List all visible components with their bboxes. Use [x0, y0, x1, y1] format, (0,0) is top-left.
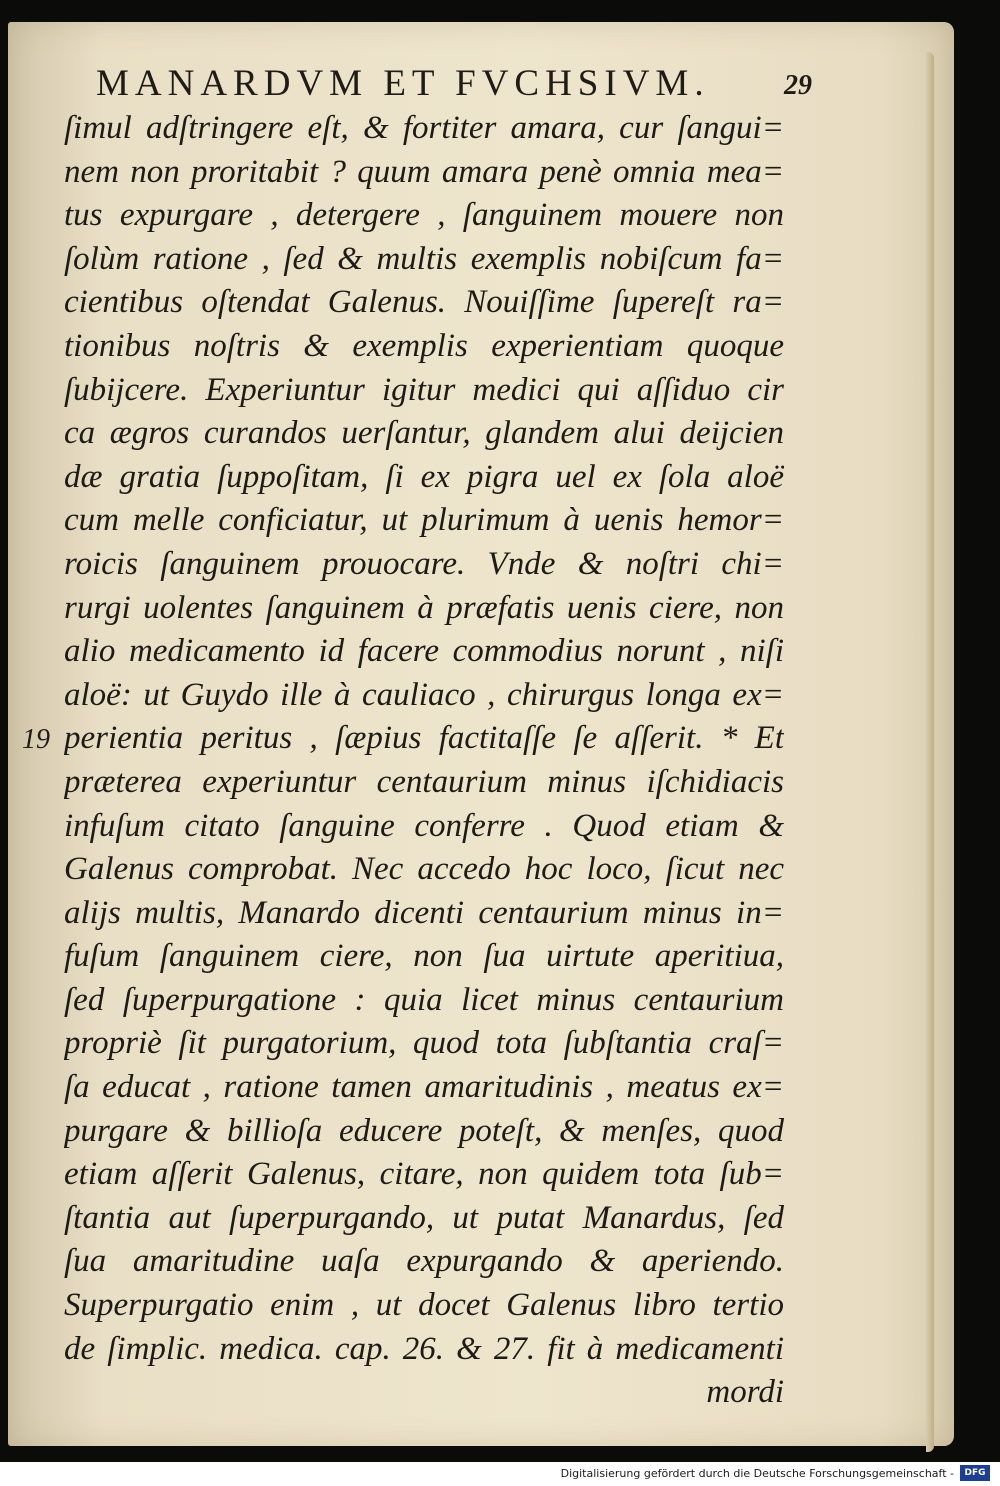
text-line: ſolùm ratione , ſed & multis exemplis nobiſcum fa=: [64, 240, 784, 277]
text-line: perientia peritus , ſæpius factitaſſe ſe aſſerit. * Et: [64, 720, 784, 757]
text-line: propriè ſit purgatorium, quod tota ſubſtantia craſ=: [64, 1025, 784, 1062]
digitization-credit: Digitalisierung gefördert durch die Deutsche Forschungsgemeinschaft -: [560, 1467, 954, 1480]
text-line: alijs multis, Manardo dicenti centaurium minus in=: [64, 894, 784, 931]
text-line: dæ gratia ſuppoſitam, ſi ex pigra uel ex ſola aloë: [64, 458, 784, 495]
text-line: mordi: [706, 1374, 784, 1411]
text-line: etiam aſſerit Galenus, citare, non quidem tota ſub=: [64, 1156, 784, 1193]
text-line: ſua amaritudine uaſa expurgando & aperiendo.: [64, 1243, 784, 1280]
text-line: roicis ſanguinem prouocare. Vnde & noſtri chi=: [64, 545, 784, 582]
text-line: purgare & billioſa educere poteſt, & menſes, quod: [64, 1112, 784, 1149]
text-line: ſed ſuperpurgatione : quia licet minus centaurium: [64, 981, 784, 1018]
text-line: ca ægros curandos uerſantur, glandem alui deijcien: [64, 415, 784, 452]
text-line: alio medicamento id facere commodius norunt , niſi: [64, 633, 784, 670]
text-line: cum melle conficiatur, ut plurimum à uenis hemor=: [64, 502, 784, 539]
text-line: tus expurgare , detergere , ſanguinem mouere non: [64, 197, 784, 234]
text-line: cientibus oſtendat Galenus. Nouiſſime ſupereſt ra=: [64, 284, 784, 321]
text-line: præterea experiuntur centaurium minus iſchidiacis: [64, 763, 784, 800]
text-line: tionibus noſtris & exemplis experientiam quoque: [64, 327, 784, 364]
page-edge: [926, 52, 934, 1452]
text-line: Galenus comprobat. Nec accedo hoc loco, ſicut nec: [64, 851, 784, 888]
text-line: ſtantia aut ſuperpurgando, ut putat Manardus, ſed: [64, 1199, 784, 1236]
dfg-logo: DFG: [960, 1465, 990, 1481]
text-line: nem non proritabit ? quum amara penè omnia mea=: [64, 153, 784, 190]
margin-note: 19: [22, 724, 50, 755]
body-text: [64, 107, 784, 1415]
text-line: ſa educat , ratione tamen amaritudinis , meatus ex=: [64, 1069, 784, 1106]
running-header: MANARDVM ET FVCHSIVM.: [96, 63, 710, 104]
text-line: fuſum ſanguinem ciere, non ſua uirtute aperitiua,: [64, 938, 784, 975]
page-number: 29: [784, 70, 812, 101]
text-line: ſimul adſtringere eſt, & fortiter amara, cur ſangui=: [64, 110, 784, 146]
text-line: ſubijcere. Experiuntur igitur medici qui aſſiduo cir: [64, 371, 784, 408]
text-line: de ſimplic. medica. cap. 26. & 27. fit à medicamenti: [64, 1330, 784, 1367]
text-line: aloë: ut Guydo ille à cauliaco , chirurgus longa ex=: [64, 676, 784, 713]
text-line: infuſum citato ſanguine conferre . Quod etiam &: [64, 807, 784, 844]
text-line: Superpurgatio enim , ut docet Galenus libro tertio: [64, 1287, 784, 1324]
text-line: rurgi uolentes ſanguinem à præfatis uenis ciere, non: [64, 589, 784, 626]
